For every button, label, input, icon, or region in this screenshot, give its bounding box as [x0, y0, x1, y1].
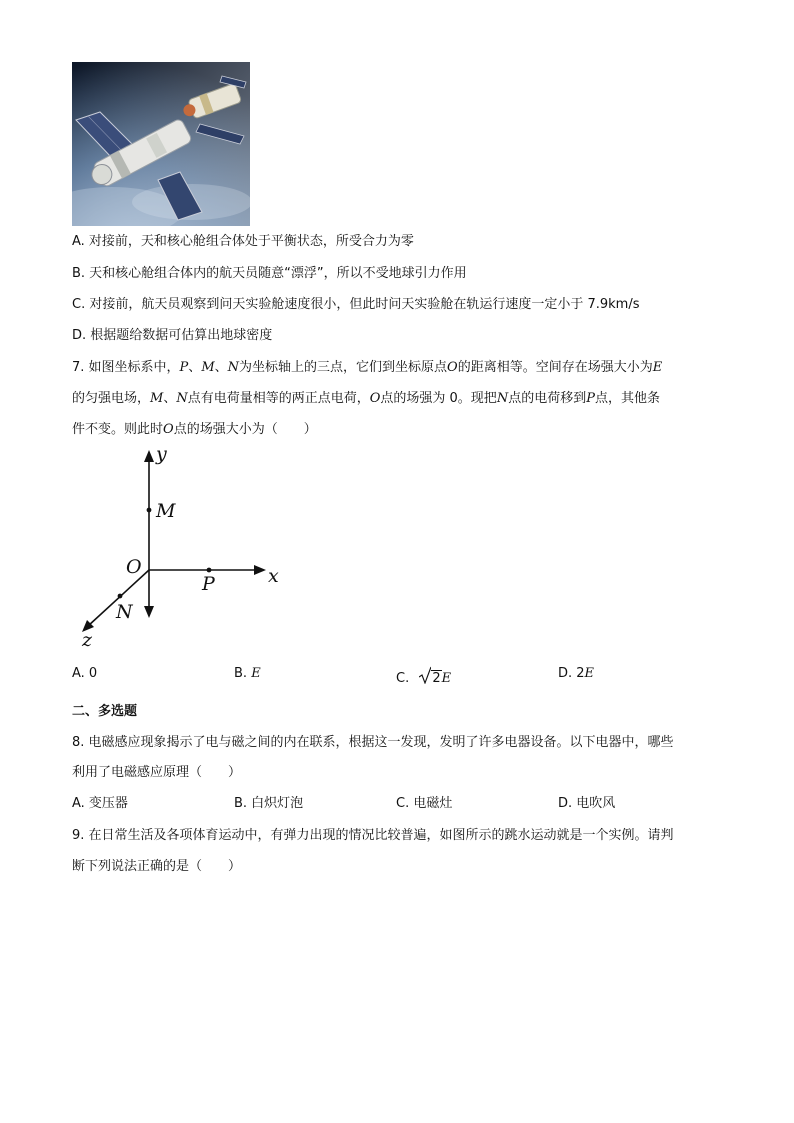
label-M: M: [156, 500, 176, 522]
down-arrow-icon: [144, 606, 154, 618]
q8-option-d: D. 电吹风: [558, 796, 616, 811]
q8-option-b: B. 白炽灯泡: [234, 796, 304, 811]
point-N: [118, 594, 123, 599]
var-P: P: [179, 360, 189, 375]
q9-stem-line2: 断下列说法正确的是（ ）: [72, 859, 242, 874]
var-N: N: [227, 360, 240, 375]
var-E: E: [441, 671, 452, 686]
q7-option-a: A. 0: [72, 666, 98, 681]
q8-option-c: C. 电磁灶: [396, 796, 453, 811]
var-N: N: [176, 391, 188, 406]
q7-stem-line1: [72, 358, 662, 378]
label-O: O: [126, 556, 142, 578]
q7-text: 的距离相等。空间存在场强大小为: [457, 360, 653, 375]
option-prefix: C.: [396, 671, 410, 686]
sqrt-radicand: 2: [432, 671, 441, 686]
q7-text: 的匀强电场，: [72, 391, 151, 406]
sep: 、: [214, 360, 228, 375]
q7-stem-line3: [72, 420, 317, 440]
y-arrow-icon: [144, 450, 154, 462]
q6-option-d: D. 根据题给数据可估算出地球密度: [72, 328, 273, 343]
q9-stem-line1: 9. 在日常生活及各项体育运动中，有弹力出现的情况比较普遍，如图所示的跳水运动就是一个实例。请判: [72, 828, 674, 843]
q7-number: 7. 如图坐标系中，: [72, 360, 180, 375]
var-E: E: [251, 666, 261, 681]
q7-text: 点的场强为 0。现把: [380, 391, 497, 406]
q7-option-c: [396, 664, 451, 689]
q8-stem-line1: 8. 电磁感应现象揭示了电与磁之间的内在联系，根据这一发现，发明了许多电器设备。以下电器中，哪些: [72, 735, 674, 750]
q7-option-b: [234, 664, 261, 684]
option-prefix: B.: [234, 666, 248, 681]
var-O: O: [163, 422, 174, 437]
var-O: O: [447, 360, 458, 375]
q7-text: 点的电荷移到: [508, 391, 587, 406]
label-N: N: [116, 601, 133, 623]
sqrt-icon: [419, 666, 431, 691]
var-M: M: [150, 391, 164, 406]
label-P: P: [202, 573, 215, 595]
option-prefix: D. 2: [558, 666, 585, 681]
q7-option-d: [558, 664, 594, 684]
sep: 、: [163, 391, 177, 406]
q7-text: 点，其他条: [594, 391, 660, 406]
q8-option-a: A. 变压器: [72, 796, 128, 811]
q6-option-b: B. 天和核心舱组合体内的航天员随意“漂浮”，所以不受地球引力作用: [72, 266, 467, 281]
q7-text: 件不变。则此时: [72, 422, 164, 437]
x-arrow-icon: [254, 565, 266, 575]
point-M: [147, 508, 152, 513]
point-P: [207, 568, 212, 573]
label-z: z: [82, 629, 93, 651]
q7-text: 点的场强大小为（ ）: [173, 422, 317, 437]
q7-text: 点有电荷量相等的两正点电荷，: [187, 391, 370, 406]
coordinate-figure: [72, 446, 292, 652]
q8-stem-line2: 利用了电磁感应原理（ ）: [72, 765, 242, 780]
space-station-photo: [72, 62, 250, 226]
var-O: O: [369, 391, 381, 406]
var-E: E: [652, 360, 663, 375]
q7-stem-line2: [72, 389, 660, 409]
q7-text: 为坐标轴上的三点，它们到坐标原点: [239, 360, 448, 375]
section-heading: 二、多选题: [72, 704, 138, 719]
var-P: P: [586, 391, 595, 406]
label-x: x: [268, 565, 279, 587]
var-M: M: [201, 360, 215, 375]
var-E: E: [584, 666, 595, 681]
label-y: y: [156, 446, 167, 465]
var-N: N: [496, 391, 509, 406]
sep: 、: [188, 360, 202, 375]
q6-option-a: A. 对接前，天和核心舱组合体处于平衡状态，所受合力为零: [72, 234, 414, 249]
q6-option-c: C. 对接前，航天员观察到问天实验舱速度很小，但此时问天实验舱在轨运行速度一定小于 7.9km/s: [72, 297, 640, 312]
